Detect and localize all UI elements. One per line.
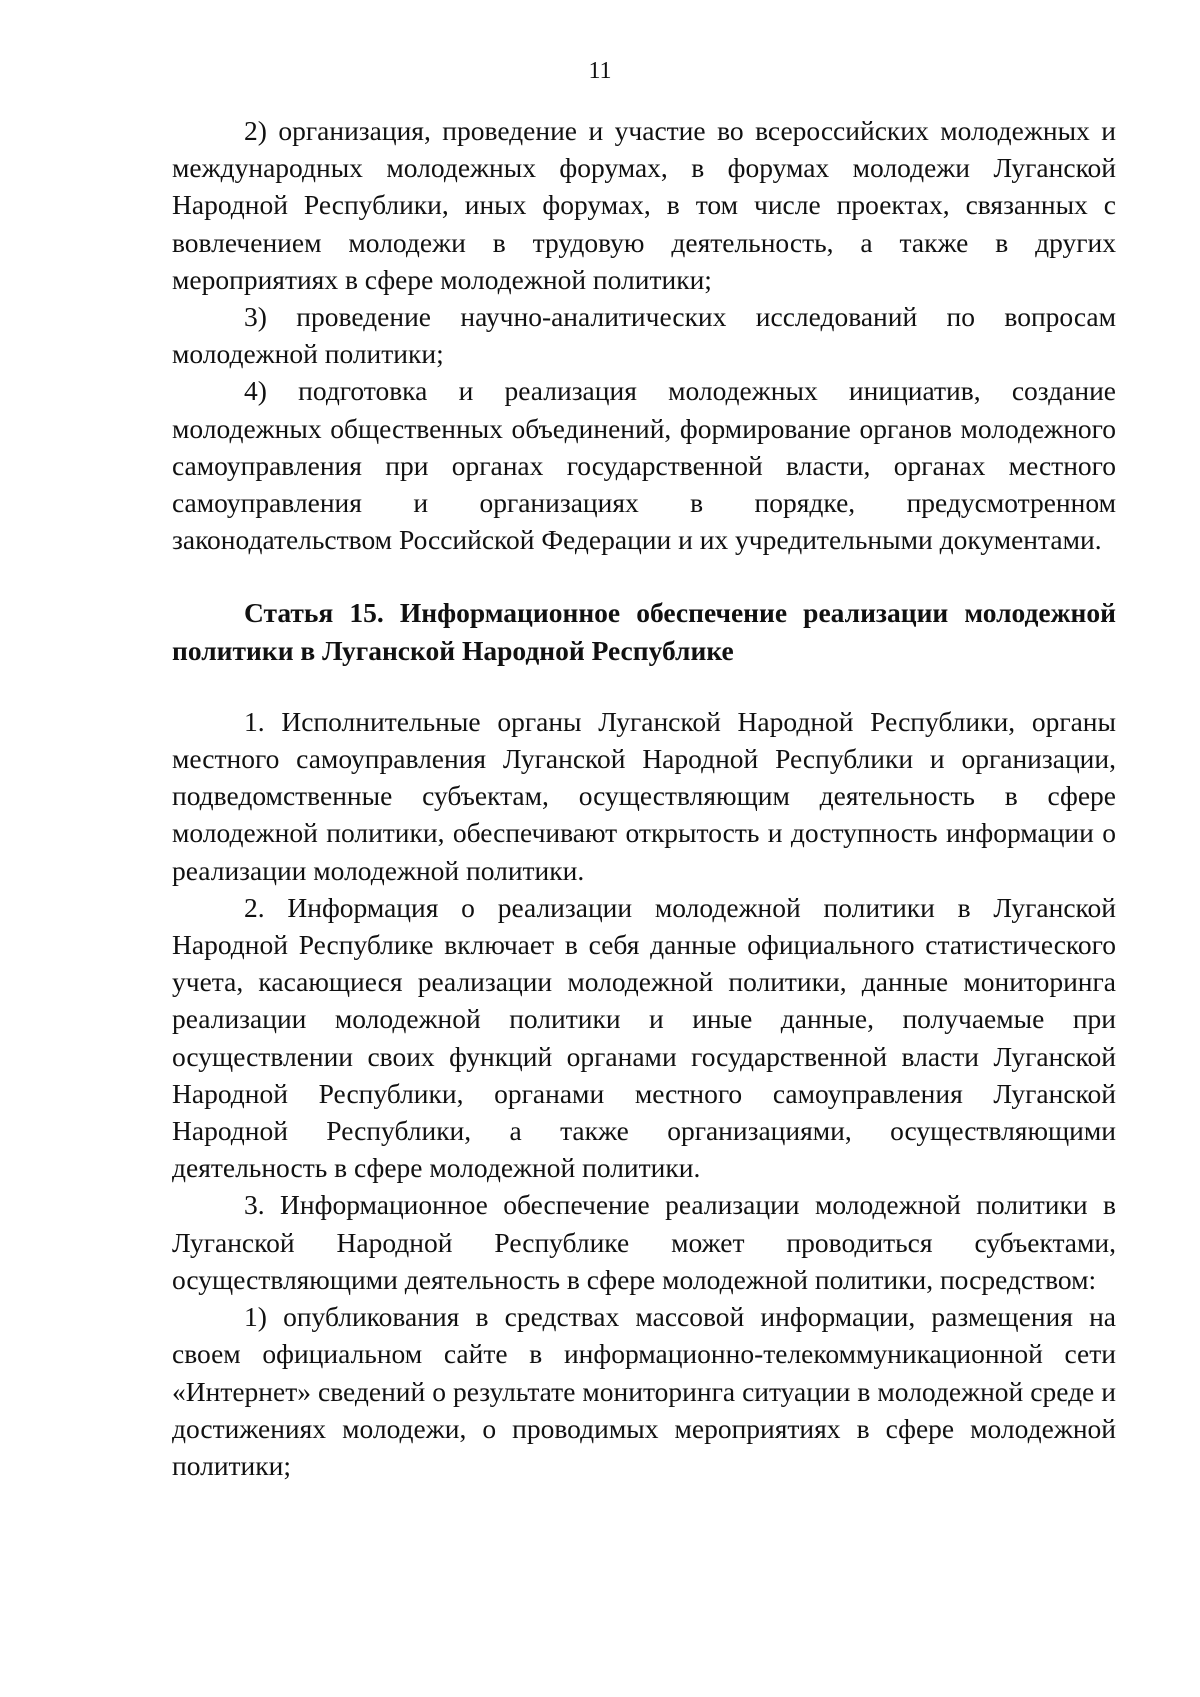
paragraph-item-4: 4) подготовка и реализация молодежных инициатив, создание молодежных общественных объединений, формирование органов молодежного самоуправления при органах государственной власти, органах местного самоуправления и организациях в порядке, предусмотренном законодательством Российской Федерации и их учредительными документами. — [172, 375, 1116, 556]
paragraph-clause-1: 1. Исполнительные органы Луганской Народной Республики, органы местного самоуправления Луганской Народной Республики и организации, подведомственные субъектам, осуществляющим деятельность в сфере молодежной политики, обеспечивают открытость и доступность информации о реализации молодежной политики. — [172, 705, 1116, 886]
paragraph-subitem-1: 1) опубликования в средствах массовой информации, размещения на своем официальном сайте в информационно-телекоммуникационной сети «Интернет» сведений о результате мониторинга ситуации в молодежной среде и достижениях молодежи, о проводимых мероприятиях в сфере молодежной политики; — [172, 1301, 1116, 1481]
paragraph-clause-2: 2. Информация о реализации молодежной политики в Луганской Народной Республике включает в себя данные официального статистического учета, касающиеся реализации молодежной политики, данные мониторинга реализации молодежной политики и иные данные, получаемые при осуществлении своих функций органами государственной власти Луганской Народной Республики, органами местного самоуправления Луганской Народной Республики, а также организациями, осуществляющими деятельность в сфере молодежной политики. — [172, 891, 1116, 1184]
article-15-heading: Статья 15. Информационное обеспечение реализации молодежной политики в Луганской Народной Республике — [172, 597, 1116, 666]
paragraph-item-2: 2) организация, проведение и участие во всероссийских молодежных и международных молодежных форумах, в форумах молодежи Луганской Народной Республики, иных форумах, в том числе проектах, связанных с вовлечением молодежи в трудовую деятельность, а также в других мероприятиях в сфере молодежной политики; — [172, 115, 1116, 295]
paragraph-item-3: 3) проведение научно-аналитических исследований по вопросам молодежной политики; — [172, 301, 1116, 370]
document-body — [172, 112, 1116, 1484]
page-number: 11 — [588, 58, 612, 84]
paragraph-clause-3: 3. Информационное обеспечение реализации молодежной политики в Луганской Народной Республике может проводиться субъектами, осуществляющими деятельность в сфере молодежной политики, посредством: — [172, 1189, 1116, 1295]
